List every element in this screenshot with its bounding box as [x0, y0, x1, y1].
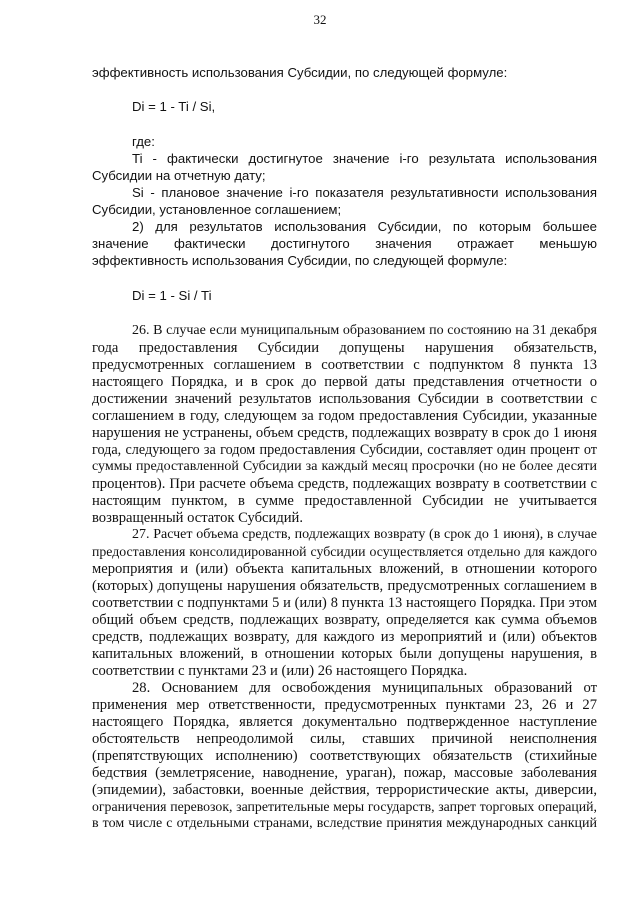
text-line: года предоставления Субсидии допущены нарушения обязательств, [92, 340, 597, 356]
formula-line: Di = 1 - Ti / Si, [132, 99, 216, 114]
text-line: настоящего Порядка, является документально подтвержденное наступление [92, 714, 597, 730]
text-line: соответствии с пунктами 23 и (или) 26 настоящего Порядка. [92, 663, 468, 679]
text-line: настоящего Порядка, и в срок до первой даты представления отчетности о [92, 374, 597, 390]
text-line: в том числе с отдельными странами, вследствие принятия международных санкций [92, 816, 597, 831]
text-line: предоставления консолидированной субсидии осуществляется отдельно для каждого [92, 544, 597, 559]
text-line: соглашением в году, следующем за годом предоставления Субсидии, указанные [92, 408, 597, 424]
text-line: нарушения не устранены, объем средств, подлежащих возврату в срок до 1 июня [92, 425, 597, 441]
text-line: возвращенный остаток Субсидий. [92, 510, 304, 526]
text-line: 26. В случае если муниципальным образованием по состоянию на 31 декабря [132, 323, 597, 338]
text-line: значение фактически достигнутого значения отражает меньшую [92, 236, 597, 251]
text-line: процентов). При расчете объема средств, подлежащих возврату в соответствии с [92, 476, 597, 492]
text-line: 2) для результатов использования Субсидии, по которым большее [132, 219, 597, 234]
text-line: 27. Расчет объема средств, подлежащих возврату (в срок до 1 июня), в случае [132, 527, 597, 542]
text-line: (эпидемии), забастовки, военные действия, террористические акты, диверсии, [92, 782, 597, 798]
formula-line: Di = 1 - Si / Ti [132, 288, 212, 303]
text-line: суммы предоставленной Субсидии за каждый месяц просрочки (но не более десяти [92, 459, 597, 474]
text-line: Ti - фактически достигнутое значение i-го результата использования [132, 151, 597, 166]
page-number: 32 [313, 12, 327, 27]
text-line: обстоятельств непреодолимой силы, ставших причиной неисполнения [92, 731, 597, 747]
text-line: года, следующего за годом предоставления Субсидии, составляет один процент от [92, 442, 597, 458]
text-line: (препятствующих исполнению) соответствующих обязательств (стихийные [92, 748, 597, 764]
text-line: применения мер ответственности, предусмотренных пунктами 23, 26 и 27 [92, 697, 597, 713]
text-line: достижении значений результатов использования Субсидии в соответствии с [92, 391, 597, 407]
text-line: общий объем средств, подлежащих возврату, определяется как сумма объемов [92, 612, 597, 628]
text-line: Si - плановое значение i-го показателя результативности использования [132, 185, 597, 200]
text-line: Субсидии на отчетную дату; [92, 168, 266, 183]
text-line: настоящим пунктом, в сумме предоставленной Субсидии не учитывается [92, 493, 597, 509]
text-line: эффективность использования Субсидии, по следующей формуле: [92, 65, 508, 80]
text-line: мероприятия и (или) объекта капитальных вложений, в отношении которого [92, 561, 597, 577]
text-line: бедствия (землетрясение, наводнение, ураган), пожар, массовые заболевания [92, 765, 597, 781]
text-line: средств, подлежащих возврату, для каждого из мероприятий и (или) объектов [92, 629, 597, 645]
text-line: 28. Основанием для освобождения муниципальных образований от [132, 680, 597, 696]
text-line: предусмотренных соглашением в соответствии с подпунктом 8 пункта 13 [92, 357, 597, 373]
text-line: Субсидии, установленное соглашением; [92, 202, 342, 217]
text-line: где: [132, 134, 155, 149]
text-line: капитальных вложений, в отношении которых были допущены нарушения, в [92, 646, 597, 662]
text-line: ограничения перевозок, запретительные меры государств, запрет торговых операций, [92, 799, 597, 814]
text-line: соответствии с подпунктами 5 и (или) 8 пункта 13 настоящего Порядка. При этом [92, 595, 597, 611]
text-line: эффективность использования Субсидии, по следующей формуле: [92, 253, 508, 268]
text-line: (которых) допущены нарушения обязательств, предусмотренных соглашением в [92, 578, 597, 594]
